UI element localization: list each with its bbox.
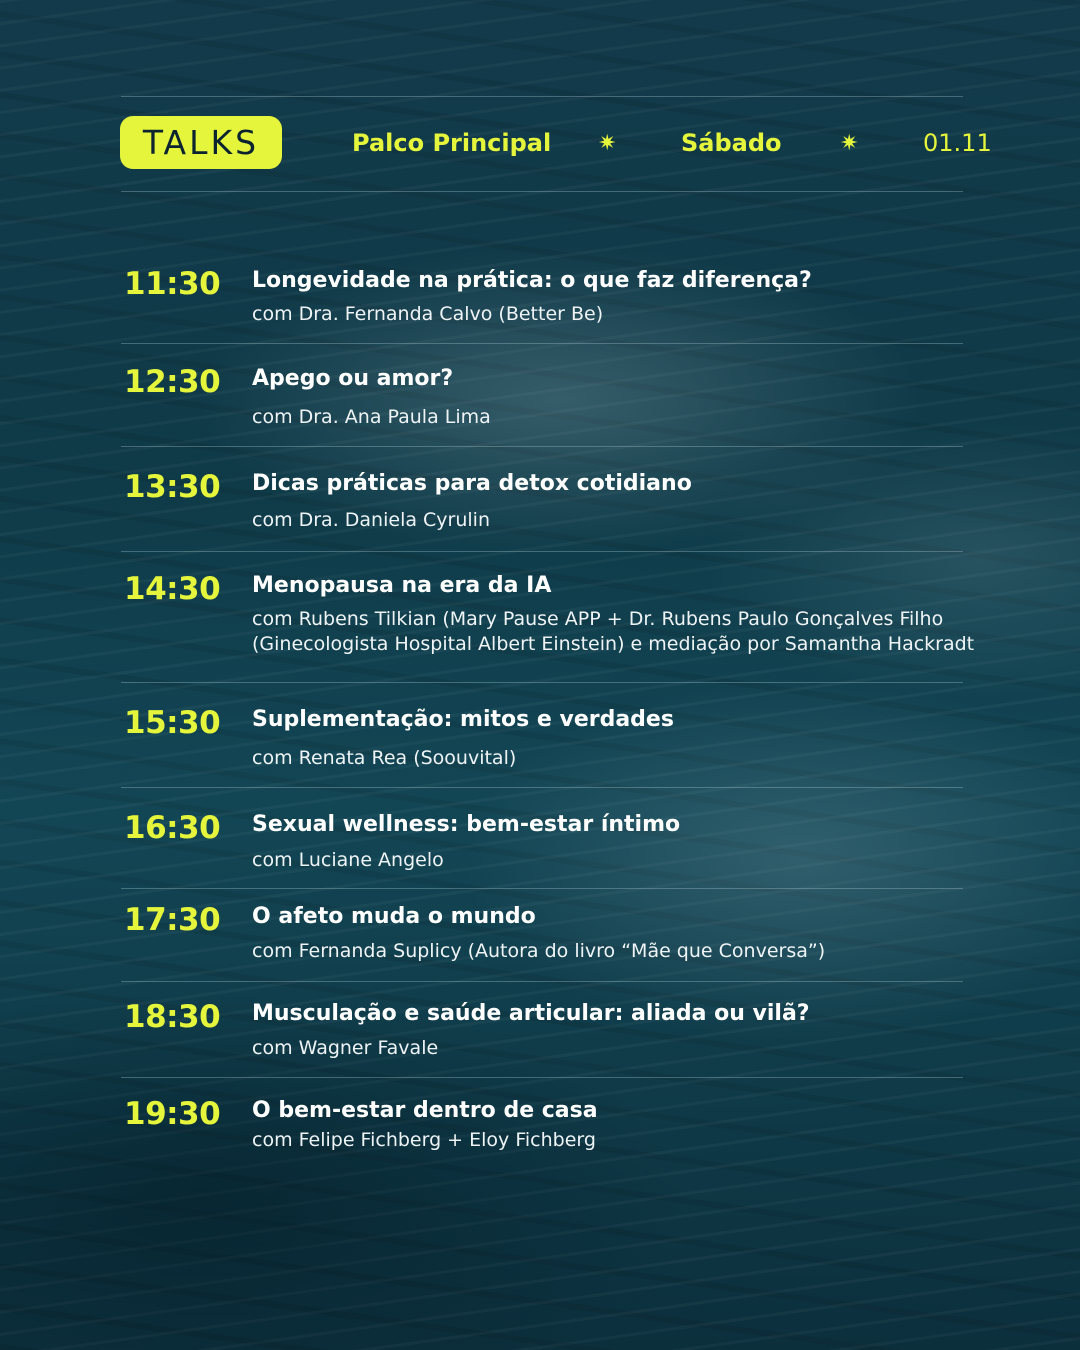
- header-bottom-divider: [121, 191, 963, 192]
- talk-title: Sexual wellness: bem-estar íntimo: [252, 812, 681, 837]
- row-divider: [121, 888, 963, 889]
- talk-speaker: com Dra. Ana Paula Lima: [252, 406, 491, 428]
- row-divider: [121, 551, 963, 552]
- talk-title: O afeto muda o mundo: [252, 904, 536, 929]
- talk-title: Apego ou amor?: [252, 366, 454, 391]
- row-divider: [121, 787, 963, 788]
- row-divider: [121, 1077, 963, 1078]
- talk-time: 16:30: [124, 810, 221, 846]
- talks-badge-label: TALKS: [142, 123, 260, 162]
- talk-speaker: com Dra. Daniela Cyrulin: [252, 509, 490, 531]
- talk-title: Longevidade na prática: o que faz diferença?: [252, 268, 812, 293]
- talk-time: 18:30: [124, 999, 221, 1035]
- event-day: Sábado: [681, 129, 782, 157]
- talk-time: 15:30: [124, 705, 221, 741]
- talk-time: 11:30: [124, 266, 221, 302]
- row-divider: [121, 981, 963, 982]
- stage-name: Palco Principal: [352, 129, 552, 157]
- talk-time: 12:30: [124, 364, 221, 400]
- talk-speaker: com Wagner Favale: [252, 1037, 439, 1059]
- talk-speaker: com Fernanda Suplicy (Autora do livro “Mãe que Conversa”): [252, 940, 826, 962]
- talk-time: 17:30: [124, 902, 221, 938]
- talks-badge: [120, 116, 282, 169]
- talk-title: O bem-estar dentro de casa: [252, 1098, 598, 1123]
- talk-title: Suplementação: mitos e verdades: [252, 707, 674, 732]
- row-divider: [121, 682, 963, 683]
- talk-time: 19:30: [124, 1096, 221, 1132]
- talk-time: 13:30: [124, 469, 221, 505]
- talk-speaker: com Dra. Fernanda Calvo (Better Be): [252, 303, 604, 325]
- star-separator-icon: ✷: [840, 131, 859, 156]
- talk-title: Dicas práticas para detox cotidiano: [252, 471, 692, 496]
- star-separator-icon: ✷: [598, 131, 617, 156]
- talk-title: Menopausa na era da IA: [252, 573, 552, 598]
- talk-time: 14:30: [124, 571, 221, 607]
- talk-speaker: com Renata Rea (Soouvital): [252, 747, 517, 769]
- talk-speaker: com Rubens Tilkian (Mary Pause APP + Dr. Rubens Paulo Gonçalves Filho (Ginecologista Hospital Albert Einstein) e mediação por Samantha Hackradt: [252, 608, 975, 655]
- row-divider: [121, 446, 963, 447]
- event-date: 01.11: [923, 129, 992, 157]
- talk-speaker: com Luciane Angelo: [252, 849, 444, 871]
- talk-speaker: com Felipe Fichberg + Eloy Fichberg: [252, 1129, 596, 1151]
- row-divider: [121, 343, 963, 344]
- talk-title: Musculação e saúde articular: aliada ou vilã?: [252, 1001, 810, 1026]
- schedule-header: [0, 0, 1080, 200]
